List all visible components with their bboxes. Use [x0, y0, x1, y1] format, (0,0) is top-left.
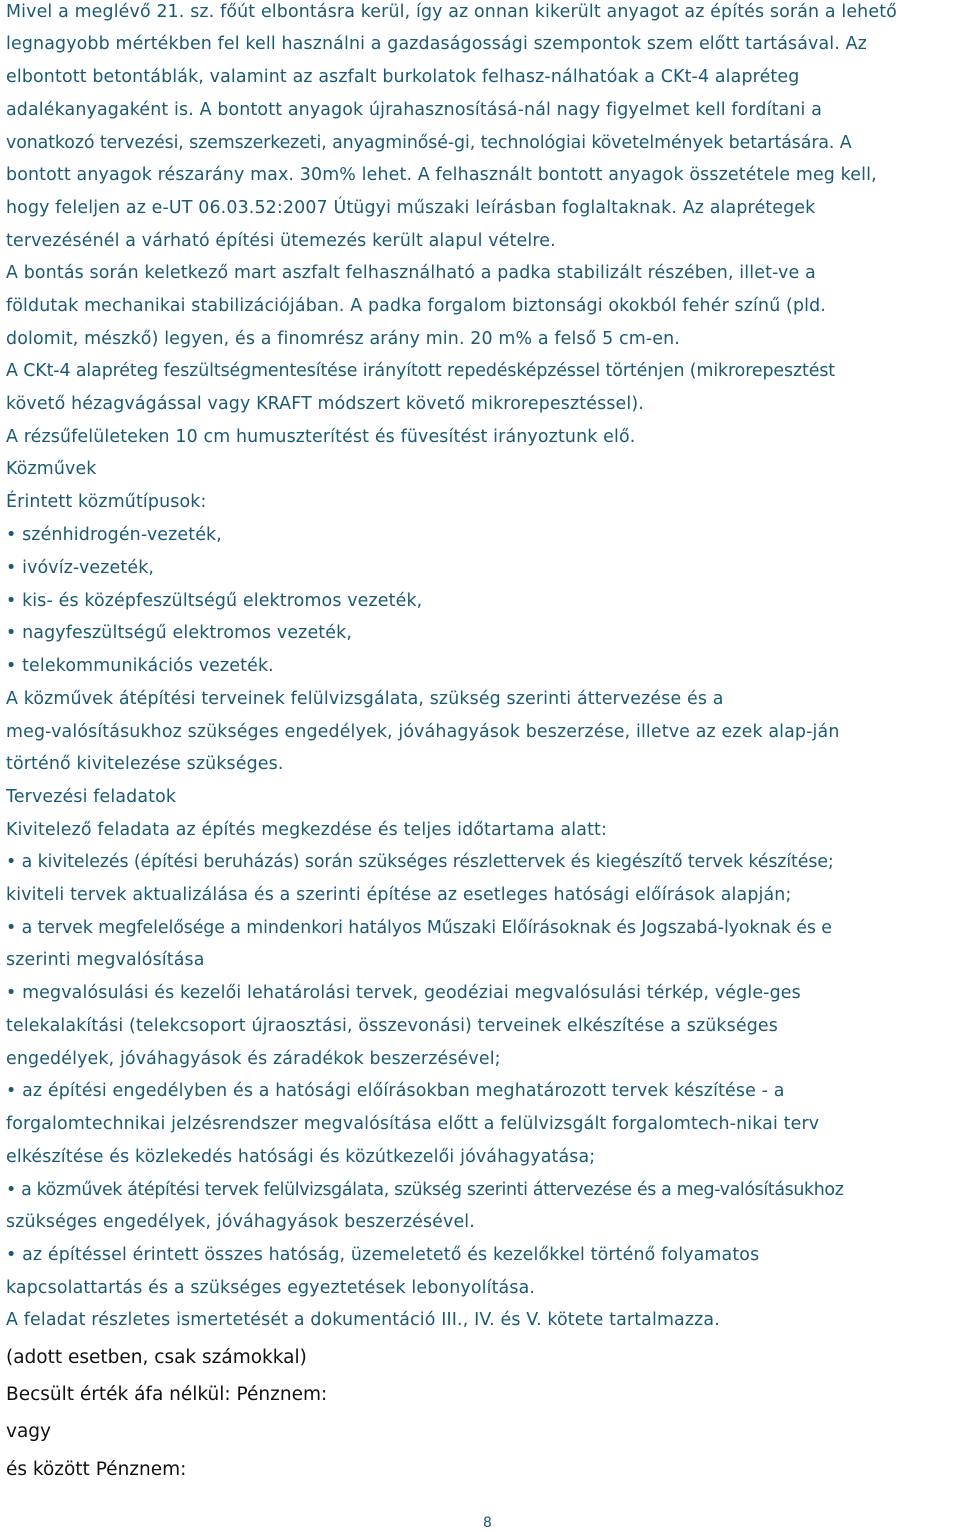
page-number: 8 — [483, 1515, 492, 1531]
text-line: történő kivitelezése szükséges. — [6, 754, 284, 774]
text-line: Érintett közműtípusok: — [6, 492, 207, 512]
text-line: adalékanyagaként is. A bontott anyagok újrahasznosításá-nál nagy figyelmet kell fordítani a — [6, 100, 823, 120]
text-line: földutak mechanikai stabilizációjában. A padka forgalom biztonsági okokból fehér színű (pld. — [6, 296, 827, 316]
form-label-range: és között Pénznem: — [6, 1459, 187, 1480]
text-line: kapcsolattartás és a szükséges egyeztetések lebonyolítása. — [6, 1278, 536, 1298]
text-line: engedélyek, jóváhagyások és záradékok beszerzésével; — [6, 1049, 501, 1069]
list-item: • kis- és középfeszültségű elektromos vezeték, — [6, 591, 423, 611]
list-item: • az építéssel érintett összes hatóság, üzemeletető és kezelőkkel történő folyamatos — [6, 1245, 760, 1265]
list-item: • megvalósulási és kezelői lehatárolási tervek, geodéziai megvalósulási térkép, végle-ges — [6, 983, 801, 1003]
list-item: • az építési engedélyben és a hatósági előírásokban meghatározott tervek készítése - a — [6, 1081, 785, 1101]
text-line: forgalomtechnikai jelzésrendszer megvalósítása előtt a felülvizsgált forgalomtech-nikai terv — [6, 1114, 820, 1134]
text-line: Kivitelező feladata az építés megkezdése és teljes időtartama alatt: — [6, 820, 608, 840]
list-item: • szénhidrogén-vezeték, — [6, 525, 222, 545]
text-line: legnagyobb mértékben fel kell használni a gazdaságossági szempontok szem előtt tartásával. Az — [6, 34, 867, 54]
form-note: (adott esetben, csak számokkal) — [6, 1347, 307, 1368]
text-line: hogy feleljen az e-UT 06.03.52:2007 Útügyi műszaki leírásban foglaltaknak. Az alaprétegek — [6, 198, 816, 218]
text-line: meg-valósításukhoz szükséges engedélyek, jóváhagyások beszerzése, illetve az ezek alap-ján — [6, 722, 840, 742]
text-line: telekalakítási (telekcsoport újraosztási, összevonási) terveinek elkészítése a szükséges — [6, 1016, 778, 1036]
section-heading: Közművek — [6, 459, 97, 479]
form-label-or: vagy — [6, 1421, 51, 1442]
list-item: • a tervek megfelelősége a mindenkori hatályos Műszaki Előírásoknak és Jogszabá-lyoknak és e — [6, 918, 832, 938]
text-line: elbontott betontáblák, valamint az aszfalt burkolatok felhasz-nálhatóak a CKt-4 alapréteg — [6, 67, 800, 87]
form-label-estimated-value: Becsült érték áfa nélkül: Pénznem: — [6, 1384, 328, 1405]
text-line: A rézsűfelületeken 10 cm humuszterítést és füvesítést irányoztunk elő. — [6, 427, 636, 447]
list-item: • a közművek átépítési tervek felülvizsgálata, szükség szerinti áttervezése és a meg-valósításukhoz — [6, 1180, 844, 1200]
list-item: • telekommunikációs vezeték. — [6, 656, 274, 676]
text-line: A közművek átépítési terveinek felülvizsgálata, szükség szerinti áttervezése és a — [6, 689, 724, 709]
text-line: Mivel a meglévő 21. sz. főút elbontásra kerül, így az onnan kikerült anyagot az építés során a lehető — [6, 2, 897, 22]
text-line: elkészítése és közlekedés hatósági és közútkezelői jóváhagyatása; — [6, 1147, 596, 1167]
list-item: • a kivitelezés (építési beruházás) során szükséges részlettervek és kiegészítő tervek készítése; — [6, 852, 834, 872]
list-item: • ivóvíz-vezeték, — [6, 558, 155, 578]
text-line: szükséges engedélyek, jóváhagyások beszerzésével. — [6, 1212, 475, 1232]
text-line: tervezésénél a várható építési ütemezés került alapul vételre. — [6, 231, 556, 251]
section-heading: Tervezési feladatok — [6, 787, 177, 807]
text-line: A bontás során keletkező mart aszfalt felhasználható a padka stabilizált részében, illet-ve a — [6, 263, 816, 283]
list-item: • nagyfeszültségű elektromos vezeték, — [6, 623, 353, 643]
text-line: kiviteli tervek aktualizálása és a szerinti építése az esetleges hatósági előírások alapján; — [6, 885, 792, 905]
text-line: bontott anyagok részarány max. 30m% lehet. A felhasznált bontott anyagok összetétele meg kell, — [6, 165, 877, 185]
text-line: dolomit, mészkő) legyen, és a finomrész arány min. 20 m% a felső 5 cm-en. — [6, 329, 680, 349]
text-line: követő hézagvágással vagy KRAFT módszert követő mikrorepesztéssel). — [6, 394, 644, 414]
text-line: A CKt-4 alapréteg feszültségmentesítése irányított repedésképzéssel történjen (mikrorepesztést — [6, 361, 836, 381]
text-line: A feladat részletes ismertetését a dokumentáció III., IV. és V. kötete tartalmazza. — [6, 1310, 720, 1330]
text-line: szerinti megvalósítása — [6, 950, 205, 970]
text-line: vonatkozó tervezési, szemszerkezeti, anyagminősé-gi, technológiai követelmények betartására. A — [6, 133, 852, 153]
